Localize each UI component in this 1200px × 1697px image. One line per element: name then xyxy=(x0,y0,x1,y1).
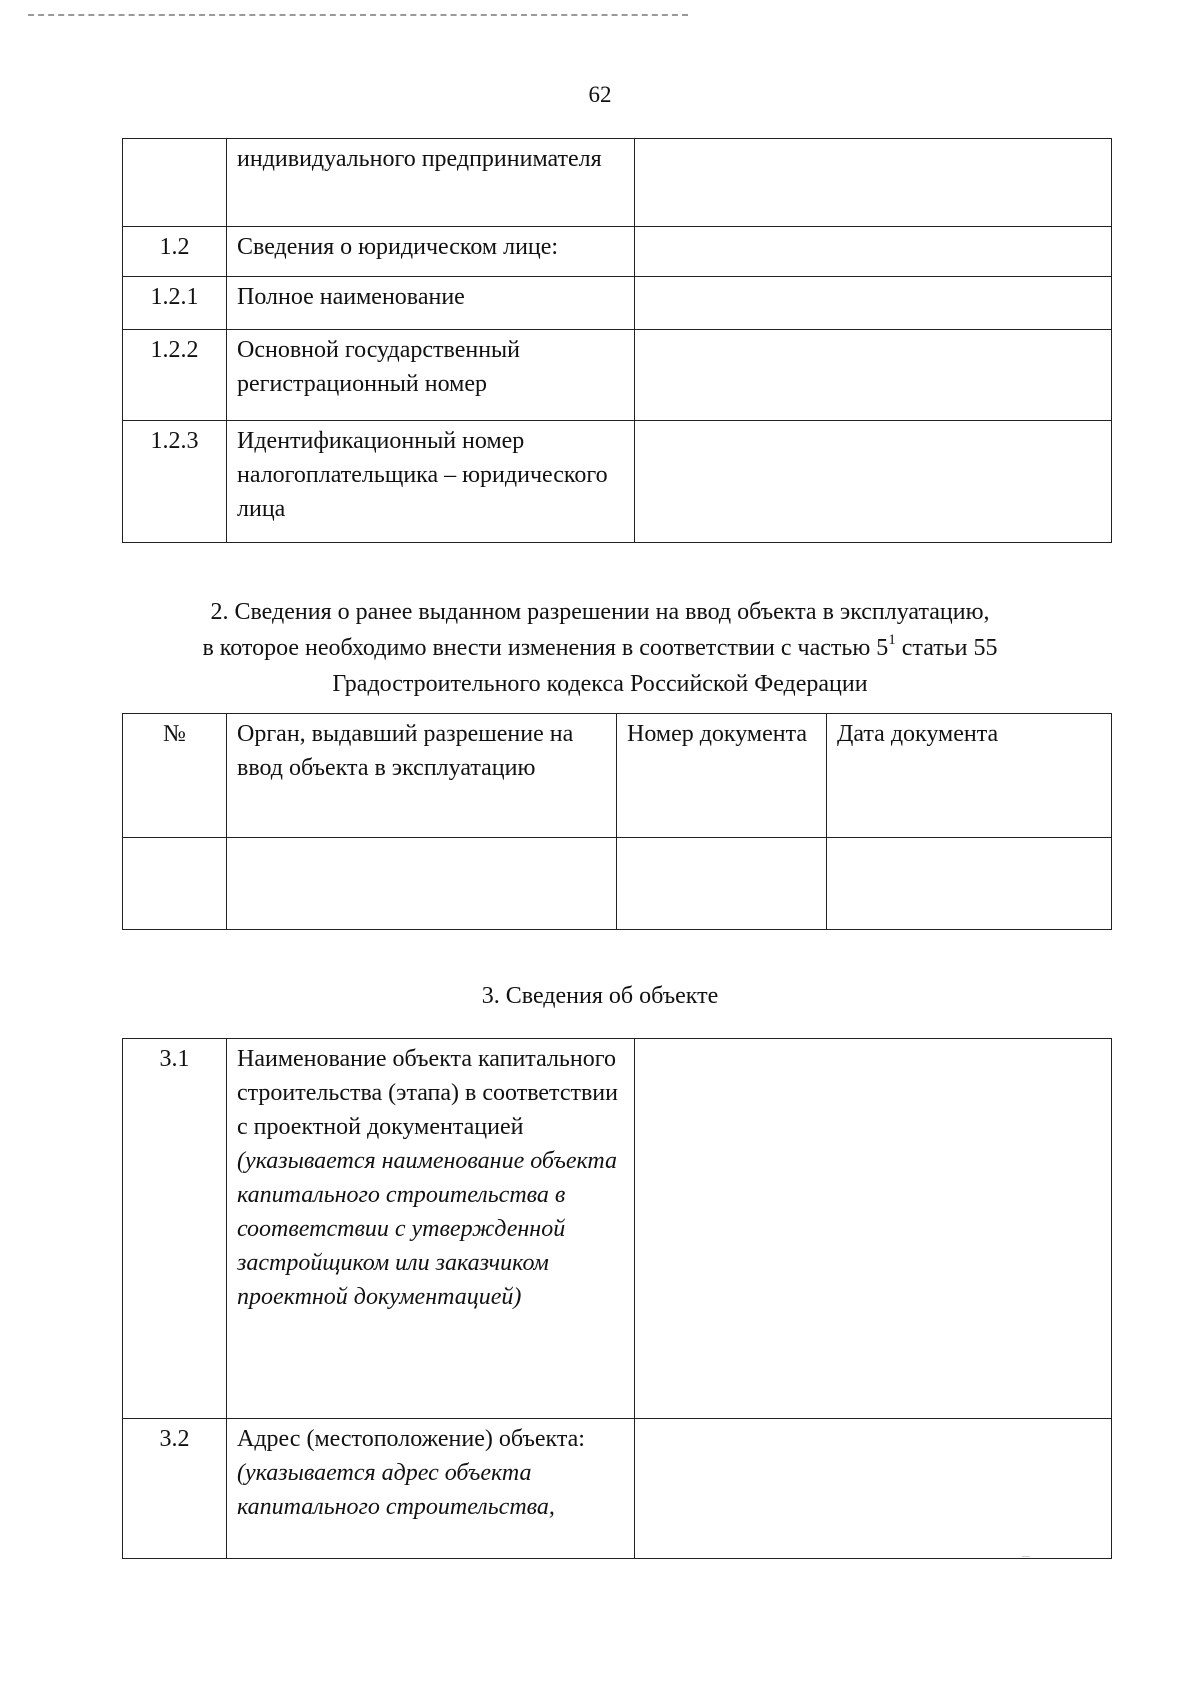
table-row xyxy=(123,421,1112,543)
column-header-doc-number: Номер документа xyxy=(617,714,827,838)
row-label-text: Адрес (местоположение) объекта: xyxy=(237,1426,585,1452)
column-header-number: № xyxy=(123,714,227,838)
section-2-heading-line-2: в которое необходимо внести изменения в соответствии с частью $5^1$ статьи 55 xyxy=(202,632,998,661)
page-number: 62 xyxy=(588,82,612,107)
row-label-text: Наименование объекта капитального строительства (этапа) в соответствии с проектной документацией xyxy=(237,1046,618,1140)
applicant-info-table xyxy=(122,138,1112,543)
superscript: 1 xyxy=(888,632,896,648)
row-value-field[interactable] xyxy=(635,421,1112,543)
object-info-table xyxy=(122,1038,1112,1559)
row-number: 1.2.1 xyxy=(123,277,227,330)
section-2-heading xyxy=(60,594,1140,702)
section-2-heading-line-3: Градостроительного кодекса Российской Федерации xyxy=(332,671,868,697)
row-number: 1.2.3 xyxy=(123,421,227,543)
table-header-row xyxy=(123,714,1112,838)
table-row xyxy=(123,227,1112,277)
row-value-field[interactable] xyxy=(635,139,1112,227)
column-header-doc-date: Дата документа xyxy=(827,714,1112,838)
permit-info-table xyxy=(122,713,1112,930)
row-label: Основной государственный регистрационный номер xyxy=(227,330,635,421)
table-row xyxy=(123,1419,1112,1559)
row-number xyxy=(123,139,227,227)
cell-doc-date-field[interactable] xyxy=(827,838,1112,930)
cell-number-field[interactable] xyxy=(123,838,227,930)
scan-top-dashed-line xyxy=(28,14,688,16)
table-row xyxy=(123,330,1112,421)
table-row xyxy=(123,1039,1112,1419)
row-value-field[interactable] xyxy=(635,330,1112,421)
column-header-issuer: Орган, выдавший разрешение на ввод объекта в эксплуатацию xyxy=(227,714,617,838)
row-number: 1.2.2 xyxy=(123,330,227,421)
section-3-heading: 3. Сведения об объекте xyxy=(481,983,719,1009)
table-row xyxy=(123,277,1112,330)
row-label xyxy=(227,1419,635,1559)
row-note: (указывается наименование объекта капитального строительства в соответствии с утвержденной застройщиком или заказчиком проектной документацией) xyxy=(237,1148,618,1310)
row-number: 3.2 xyxy=(123,1419,227,1559)
row-label: индивидуального предпринимателя xyxy=(227,139,635,227)
row-number: 3.1 xyxy=(123,1039,227,1419)
row-value-field[interactable] xyxy=(635,227,1112,277)
row-value-field[interactable] xyxy=(635,1419,1112,1559)
row-value-field[interactable] xyxy=(635,1039,1112,1419)
scan-speck xyxy=(1022,1556,1030,1557)
row-value-field[interactable] xyxy=(635,277,1112,330)
table-row xyxy=(123,838,1112,930)
row-label: Полное наименование xyxy=(227,277,635,330)
row-label xyxy=(227,1039,635,1419)
row-label: Идентификационный номер налогоплательщика – юридического лица xyxy=(227,421,635,543)
row-number: 1.2 xyxy=(123,227,227,277)
row-note: (указывается адрес объекта капитального строительства, xyxy=(237,1460,555,1520)
table-row xyxy=(123,139,1112,227)
row-label: Сведения о юридическом лице: xyxy=(227,227,635,277)
cell-doc-number-field[interactable] xyxy=(617,838,827,930)
section-2-heading-line-1: 2. Сведения о ранее выданном разрешении на ввод объекта в эксплуатацию, xyxy=(210,599,990,625)
cell-issuer-field[interactable] xyxy=(227,838,617,930)
